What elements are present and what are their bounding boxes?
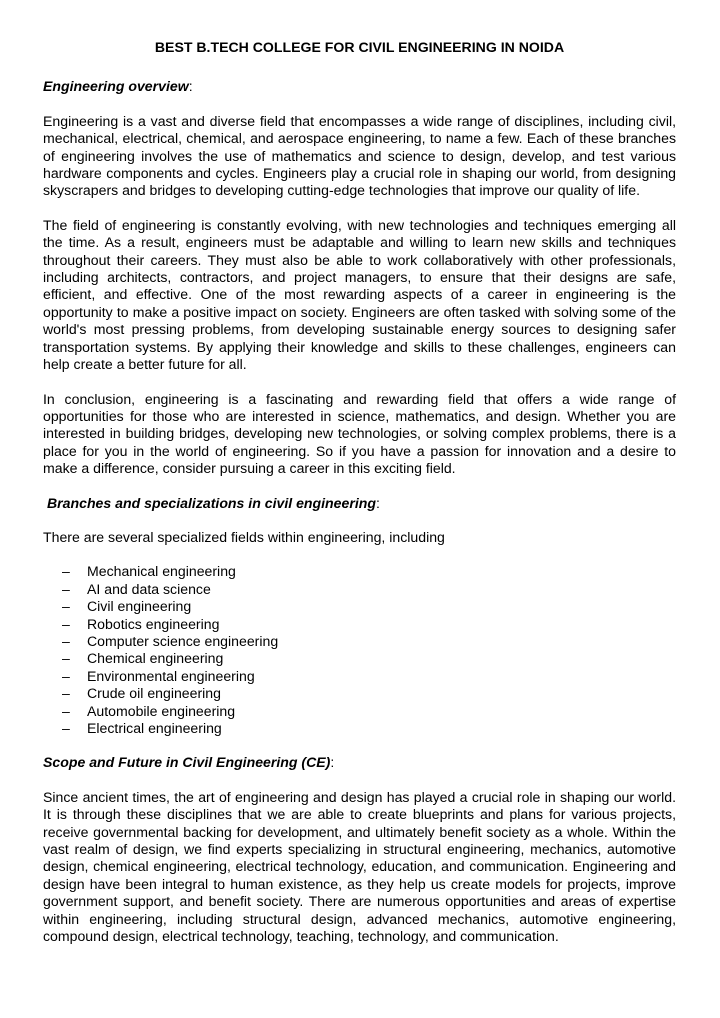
list-item xyxy=(43,650,676,667)
dash-bullet-icon: – xyxy=(62,598,70,615)
dash-bullet-icon: – xyxy=(62,580,70,597)
list-item-text: Civil engineering xyxy=(87,598,192,615)
list-item-text: Crude oil engineering xyxy=(87,685,221,702)
list-item xyxy=(43,668,676,685)
section-heading-colon: : xyxy=(375,494,380,511)
list-item-text: Chemical engineering xyxy=(87,650,224,667)
paragraph: In conclusion, engineering is a fascinating and rewarding field that offers a wide range of opportunities for those who are interested in science, mathematics, and design. Whether you are interested in building bridges, developing new technologies, or solving complex problems, there is a place for you in the world of engineering. So if you have a passion for innovation and a desire to make a difference, consider pursuing a career in this exciting field. xyxy=(43,390,676,477)
list-item xyxy=(43,703,676,720)
section-heading-text: Branches and specializations in civil engineering xyxy=(47,494,376,511)
dash-bullet-icon: – xyxy=(62,720,70,736)
section-heading-colon: : xyxy=(188,78,193,95)
section-heading-branches xyxy=(43,495,676,512)
list-item-text: Mechanical engineering xyxy=(87,563,236,580)
dash-bullet-icon: – xyxy=(62,650,70,667)
document-title: BEST B.TECH COLLEGE FOR CIVIL ENGINEERING IN NOIDA xyxy=(154,39,565,55)
list-item-text: Robotics engineering xyxy=(87,615,220,632)
dash-bullet-icon: – xyxy=(62,685,70,702)
paragraph: Since ancient times, the art of engineering and design has played a crucial role in shaping our world. It is through these disciplines that we are able to create blueprints and plans for various projects, receive governmental backing for development, and ultimately benefit society as a whole. Within the vast realm of design, we find experts specializing in structural engineering, mechanics, automotive design, chemical engineering, electrical technology, education, and communication. Engineering and design have been integral to human existence, as they help us create models for projects, improve government support, and benefit society. There are numerous opportunities and areas of expertise within engineering, including structural design, advanced mechanics, automotive engineering, compound design, electrical technology, teaching, technology, and communication. xyxy=(43,788,676,945)
section-heading-colon: : xyxy=(330,754,335,771)
section-heading-text: Engineering overview xyxy=(43,78,189,95)
list-item xyxy=(43,720,676,737)
paragraph: Engineering is a vast and diverse field that encompasses a wide range of disciplines, including civil, mechanical, electrical, chemical, and aerospace engineering, to name a few. Each of these branches of engineering involves the use of mathematics and science to design, develop, and test various hardware components and cycles. Engineers play a crucial role in shaping our world, from designing skyscrapers and bridges to developing cutting-edge technologies that improve our quality of life. xyxy=(43,112,676,199)
dash-bullet-icon: – xyxy=(62,563,70,580)
list-item-text: Automobile engineering xyxy=(87,702,236,719)
list-intro: There are several specialized fields within engineering, including xyxy=(43,528,445,545)
list-item xyxy=(43,685,676,702)
list-item-text: Electrical engineering xyxy=(87,720,222,736)
list-item xyxy=(43,563,676,580)
dash-bullet-icon: – xyxy=(62,615,70,632)
list-item xyxy=(43,616,676,633)
section-heading-text: Scope and Future in Civil Engineering (CE) xyxy=(43,754,331,771)
list-item-text: Computer science engineering xyxy=(87,632,279,649)
list-item-text: Environmental engineering xyxy=(87,667,255,684)
document-page xyxy=(43,39,676,962)
list-item xyxy=(43,598,676,615)
section-heading-scope xyxy=(43,754,676,771)
paragraph: The field of engineering is constantly evolving, with new technologies and techniques emerging all the time. As a result, engineers must be adaptable and willing to learn new skills and techniques throughout their careers. They must also be able to work collaboratively with other professionals, including architects, contractors, and project managers, to ensure that their designs are safe, efficient, and effective. One of the most rewarding aspects of a career in engineering is the opportunity to make a positive impact on society. Engineers are often tasked with solving some of the world's most pressing problems, from developing sustainable energy sources to designing safer transportation systems. By applying their knowledge and skills to these challenges, engineers can help create a better future for all. xyxy=(43,216,676,373)
dash-bullet-icon: – xyxy=(62,702,70,719)
section-heading-overview xyxy=(43,78,676,95)
list-item xyxy=(43,581,676,598)
list-item xyxy=(43,633,676,650)
list-item-text: AI and data science xyxy=(87,580,211,597)
dash-bullet-icon: – xyxy=(62,632,70,649)
dash-bullet-icon: – xyxy=(62,667,70,684)
specializations-list xyxy=(43,563,676,737)
